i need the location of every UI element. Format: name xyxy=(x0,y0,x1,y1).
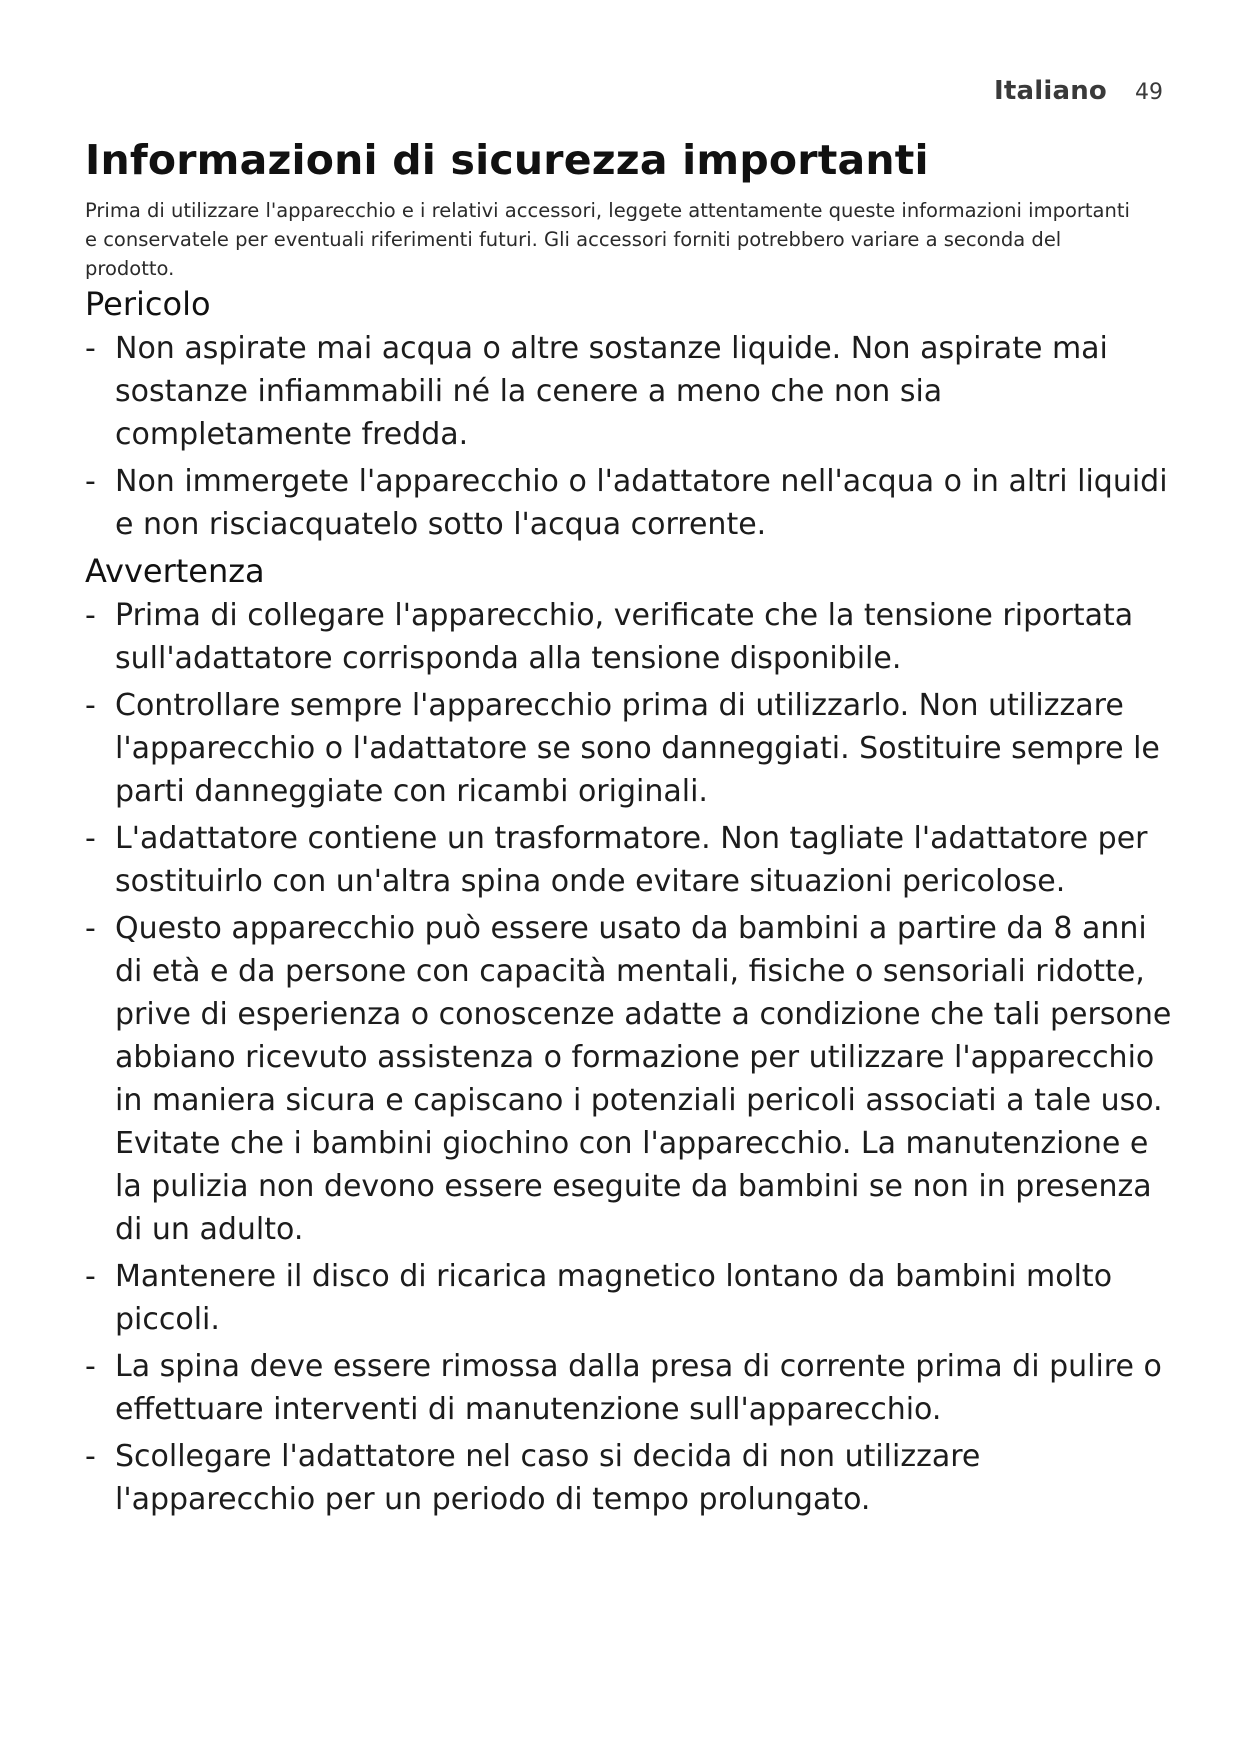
list-item-text: La spina deve essere rimossa dalla presa di corrente prima di pulire o effettuare interventi di manutenzione sull'apparecchio. xyxy=(115,1349,1162,1427)
bullet-dash: - xyxy=(85,1259,96,1294)
list-item xyxy=(85,907,1175,1251)
page-title: Informazioni di sicurezza importanti xyxy=(85,136,929,184)
avvertenza-list xyxy=(85,594,1175,1521)
bullet-dash: - xyxy=(85,598,96,633)
list-item-text: L'adattatore contiene un trasformatore. Non tagliate l'adattatore per sostituirlo con un'altra spina onde evitare situazioni pericolose. xyxy=(115,821,1148,899)
bullet-dash: - xyxy=(85,821,96,856)
header-language: Italiano xyxy=(994,76,1107,106)
page-header xyxy=(994,76,1163,106)
list-item xyxy=(85,327,1175,456)
list-item xyxy=(85,594,1175,680)
bullet-dash: - xyxy=(85,1349,96,1384)
list-item-text: Non immergete l'apparecchio o l'adattatore nell'acqua o in altri liquidi e non risciacquatelo sotto l'acqua corrente. xyxy=(115,464,1168,542)
intro-paragraph: Prima di utilizzare l'apparecchio e i relativi accessori, leggete attentamente queste informazioni importanti e conservatele per eventuali riferimenti futuri. Gli accessori forniti potrebbero variare a seconda del prodotto. xyxy=(85,199,1130,280)
list-item-text: Scollegare l'adattatore nel caso si decida di non utilizzare l'apparecchio per un periodo di tempo prolungato. xyxy=(115,1439,981,1517)
list-item-text: Controllare sempre l'apparecchio prima di utilizzarlo. Non utilizzare l'apparecchio o l'adattatore se sono danneggiati. Sostituire sempre le parti danneggiate con ricambi originali. xyxy=(115,688,1160,809)
list-item xyxy=(85,460,1175,546)
bullet-dash: - xyxy=(85,688,96,723)
list-item xyxy=(85,1345,1175,1431)
pericolo-list xyxy=(85,327,1175,546)
list-item-text: Questo apparecchio può essere usato da bambini a partire da 8 anni di età e da persone con capacità mentali, fisiche o sensoriali ridotte, prive di esperienza o conoscenze adatte a condizione che tali persone abbiano ricevuto assistenza o formazione per utilizzare l'apparecchio in maniera sicura e capiscano i potenziali pericoli associati a tale uso. Evitate che i bambini giochino con l'apparecchio. La manutenzione e la pulizia non devono essere eseguite da bambini se non in presenza di un adulto. xyxy=(115,911,1172,1247)
list-item xyxy=(85,817,1175,903)
list-item-text: Mantenere il disco di ricarica magnetico lontano da bambini molto piccoli. xyxy=(115,1259,1113,1337)
list-item-text: Prima di collegare l'apparecchio, verificate che la tensione riportata sull'adattatore corrisponda alla tensione disponibile. xyxy=(115,598,1134,676)
page-content xyxy=(85,134,1175,1525)
bullet-dash: - xyxy=(85,464,96,499)
bullet-dash: - xyxy=(85,911,96,946)
list-item xyxy=(85,1255,1175,1341)
bullet-dash: - xyxy=(85,331,96,366)
section-heading-avvertenza: Avvertenza xyxy=(85,552,265,590)
page-number: 49 xyxy=(1135,80,1163,105)
list-item xyxy=(85,684,1175,813)
section-heading-pericolo: Pericolo xyxy=(85,285,211,323)
list-item xyxy=(85,1435,1175,1521)
bullet-dash: - xyxy=(85,1439,96,1474)
list-item-text: Non aspirate mai acqua o altre sostanze liquide. Non aspirate mai sostanze infiammabili né la cenere a meno che non sia completamente fredda. xyxy=(115,331,1108,452)
